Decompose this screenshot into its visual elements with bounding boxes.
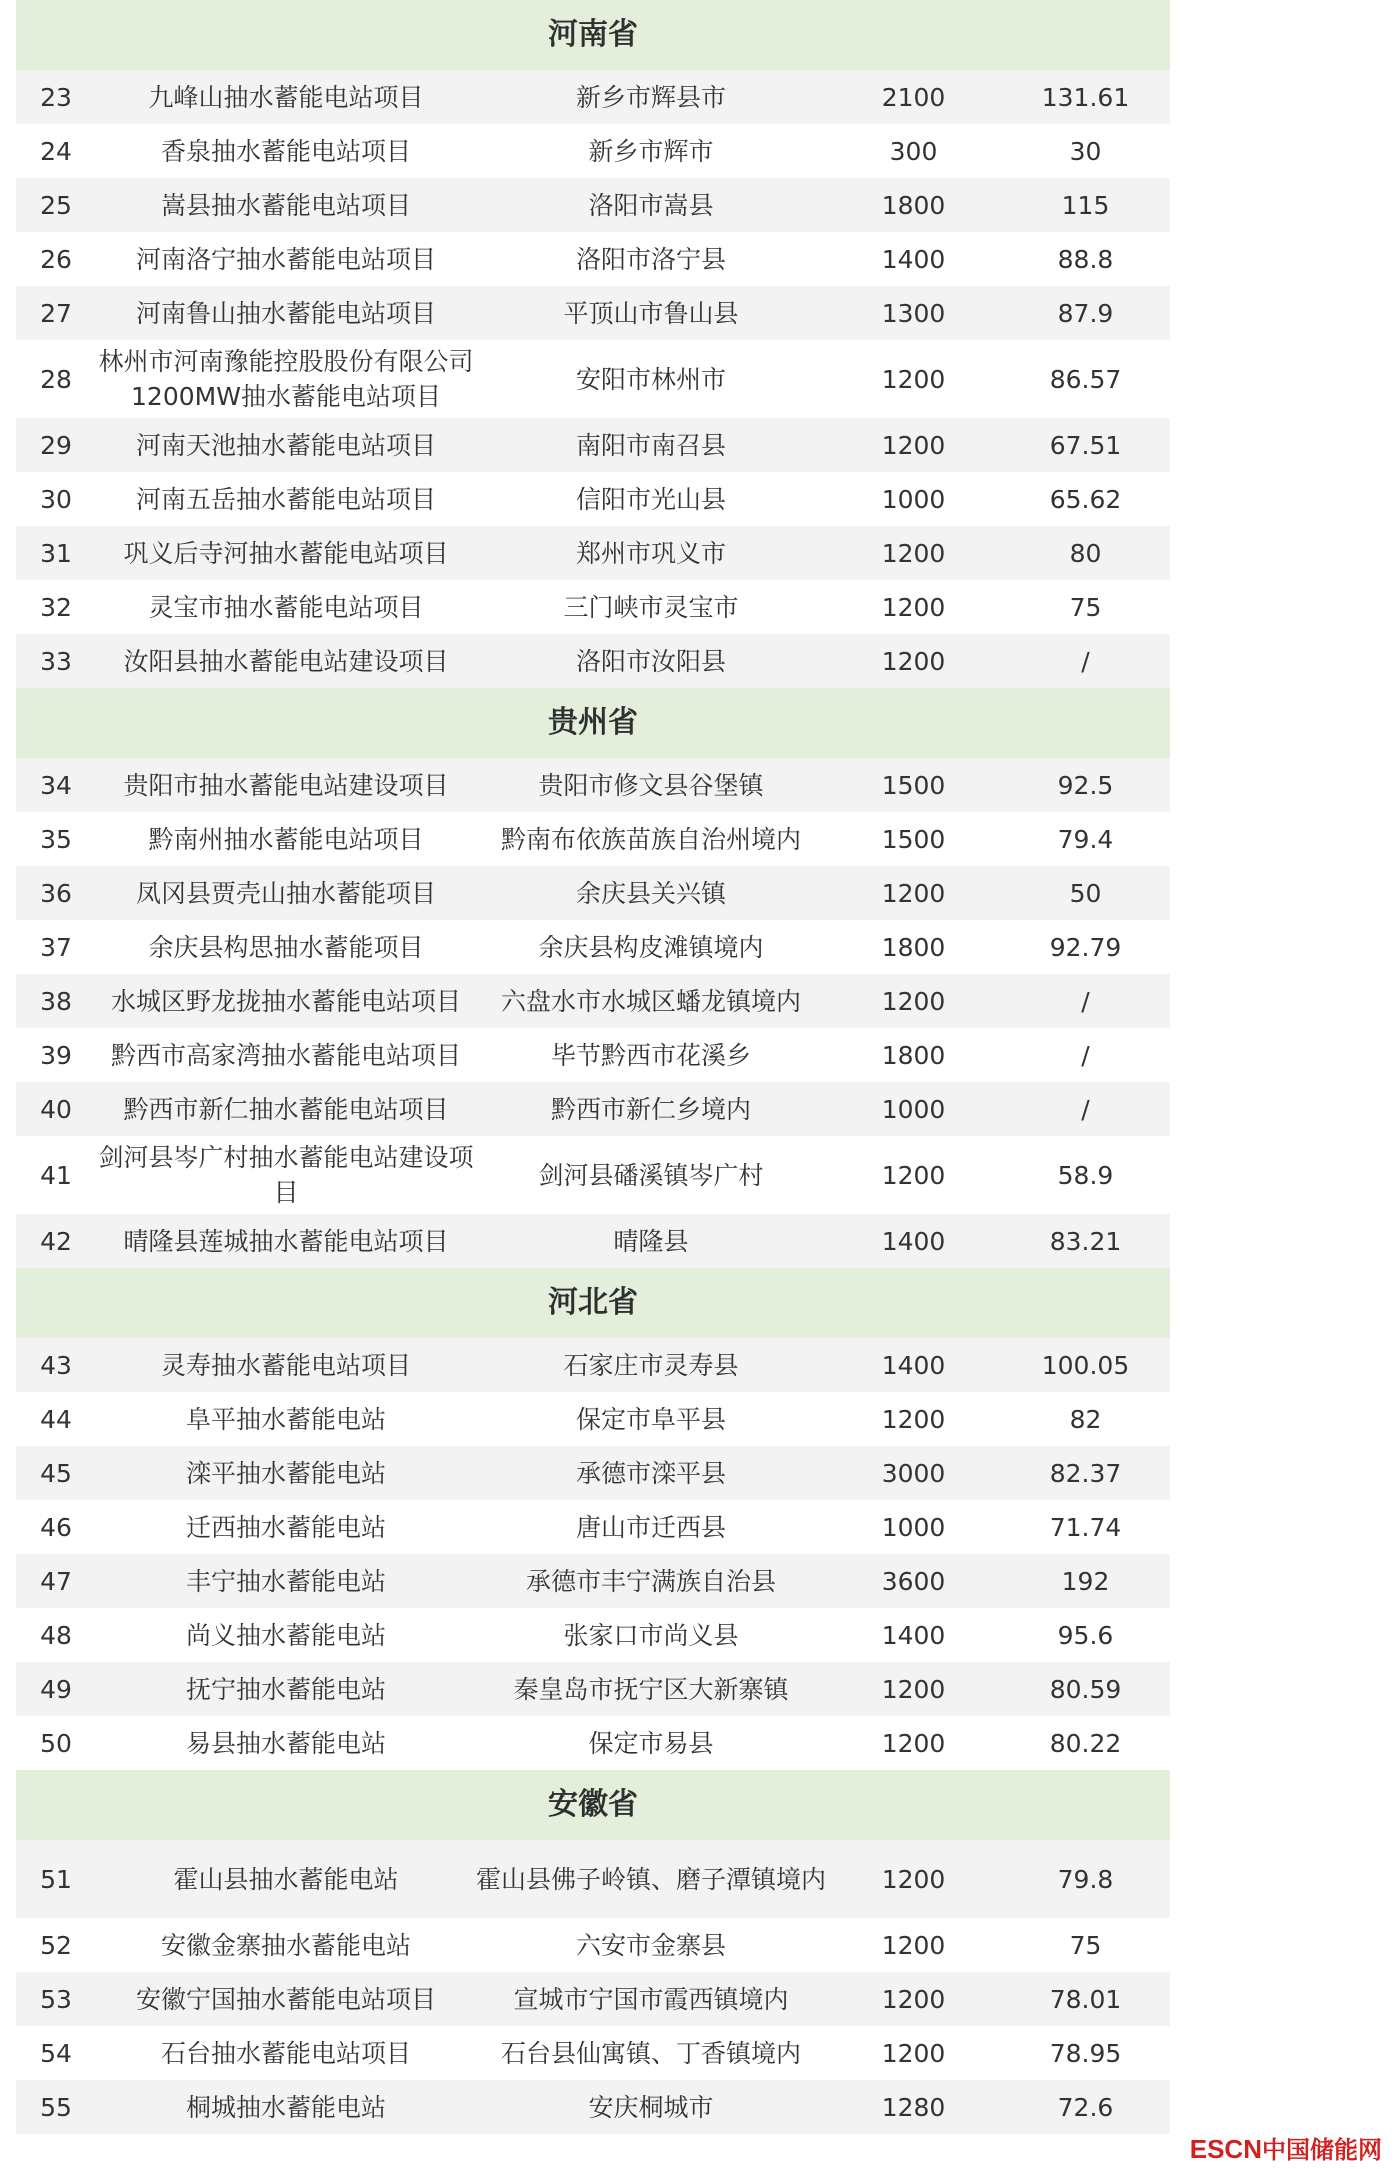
investment-value: 87.9: [1057, 298, 1114, 328]
capacity-value: 1200: [881, 1728, 946, 1758]
table-row: [16, 1918, 1170, 1972]
row-number: 45: [40, 1458, 72, 1488]
capacity-value: 1400: [881, 244, 946, 274]
row-number: 24: [40, 136, 72, 166]
project-location: 六安市金寨县: [575, 1930, 726, 1960]
investment-value: 82.37: [1049, 1458, 1122, 1488]
project-location: 贵阳市修文县谷堡镇: [538, 770, 764, 800]
row-number: 38: [40, 986, 72, 1016]
table-row: [16, 812, 1170, 866]
investment-value: 115: [1061, 190, 1110, 220]
table-row: [16, 1082, 1170, 1136]
table-row: [16, 472, 1170, 526]
project-location: 张家口市尚义县: [563, 1620, 739, 1650]
project-name: 霍山县抽水蓄能电站: [173, 1864, 399, 1894]
row-number: 52: [40, 1930, 72, 1960]
project-name: 河南天池抽水蓄能电站项目: [135, 430, 436, 460]
capacity-value: 1200: [881, 1930, 946, 1960]
table-row: [16, 1554, 1170, 1608]
table-row: [16, 634, 1170, 688]
table-row: [16, 974, 1170, 1028]
project-location: 洛阳市嵩县: [588, 190, 714, 220]
project-location: 剑河县磻溪镇岑广村: [538, 1160, 764, 1190]
investment-value: 80.59: [1049, 1674, 1122, 1704]
capacity-value: 1000: [881, 1094, 946, 1124]
capacity-value: 1000: [881, 1512, 946, 1542]
project-name: 黔南州抽水蓄能电站项目: [148, 824, 424, 854]
row-number: 40: [40, 1094, 72, 1124]
row-number: 32: [40, 592, 72, 622]
project-name: 滦平抽水蓄能电站: [185, 1458, 386, 1488]
row-number: 34: [40, 770, 72, 800]
capacity-value: 1800: [881, 1040, 946, 1070]
project-location: 新乡市辉县市: [575, 82, 726, 112]
row-number: 23: [40, 82, 72, 112]
investment-value: 65.62: [1049, 484, 1122, 514]
table-row: [16, 758, 1170, 812]
table-row: [16, 70, 1170, 124]
table-row: [16, 1028, 1170, 1082]
investment-value: 71.74: [1049, 1512, 1122, 1542]
project-location: 石台县仙寓镇、丁香镇境内: [500, 2038, 801, 2068]
project-name: 灵宝市抽水蓄能电站项目: [148, 592, 424, 622]
project-name: 尚义抽水蓄能电站: [185, 1620, 386, 1650]
capacity-value: 1500: [881, 824, 946, 854]
table-row: [16, 1608, 1170, 1662]
investment-value: 82: [1069, 1404, 1102, 1434]
project-location: 唐山市迁西县: [575, 1512, 726, 1542]
capacity-value: 1800: [881, 932, 946, 962]
capacity-value: 1500: [881, 770, 946, 800]
project-name: 灵寿抽水蓄能电站项目: [160, 1350, 411, 1380]
investment-value: 72.6: [1057, 2092, 1114, 2122]
capacity-value: 1200: [881, 364, 946, 394]
project-name: 安徽宁国抽水蓄能电站项目: [135, 1984, 436, 2014]
investment-value: 67.51: [1049, 430, 1122, 460]
capacity-value: 1200: [881, 1984, 946, 2014]
investment-value: 192: [1061, 1566, 1110, 1596]
project-location: 六盘水市水城区蟠龙镇境内: [500, 986, 801, 1016]
capacity-value: 1800: [881, 190, 946, 220]
table-row: [16, 1392, 1170, 1446]
project-location: 承德市滦平县: [575, 1458, 726, 1488]
project-location: 平顶山市鲁山县: [563, 298, 739, 328]
capacity-value: 1200: [881, 1160, 946, 1190]
table-row: [16, 232, 1170, 286]
project-name: 河南洛宁抽水蓄能电站项目: [135, 244, 436, 274]
table-row: [16, 2080, 1170, 2134]
table-row: [16, 1214, 1170, 1268]
row-number: 53: [40, 1984, 72, 2014]
project-name: 汝阳县抽水蓄能电站建设项目: [123, 646, 449, 676]
escn-watermark-logo: [1190, 2130, 1382, 2165]
row-number: 26: [40, 244, 72, 274]
capacity-value: 1200: [881, 986, 946, 1016]
row-number: 44: [40, 1404, 72, 1434]
project-location: 黔西市新仁乡境内: [550, 1094, 751, 1124]
investment-value: 75: [1069, 1930, 1102, 1960]
capacity-value: 1200: [881, 878, 946, 908]
row-number: 27: [40, 298, 72, 328]
capacity-value: 1200: [881, 430, 946, 460]
capacity-value: 300: [889, 136, 938, 166]
row-number: 35: [40, 824, 72, 854]
row-number: 29: [40, 430, 72, 460]
watermark-chinese: 中国储能网: [1262, 2136, 1382, 2164]
table-row: [16, 178, 1170, 232]
investment-value: 79.4: [1057, 824, 1114, 854]
table-row: [16, 1716, 1170, 1770]
row-number: 50: [40, 1728, 72, 1758]
table-row: [16, 418, 1170, 472]
project-name: 黔西市新仁抽水蓄能电站项目: [123, 1094, 449, 1124]
row-number: 51: [40, 1864, 72, 1894]
capacity-value: 1200: [881, 1404, 946, 1434]
capacity-value: 1000: [881, 484, 946, 514]
table-row: [16, 2026, 1170, 2080]
investment-value: 78.01: [1049, 1984, 1122, 2014]
project-location: 秦皇岛市抚宁区大新寨镇: [513, 1674, 789, 1704]
investment-value: 79.8: [1057, 1864, 1114, 1894]
province-header: 河南省: [16, 0, 1170, 70]
row-number: 42: [40, 1226, 72, 1256]
investment-value: 86.57: [1049, 364, 1122, 394]
investment-value: 78.95: [1049, 2038, 1122, 2068]
project-name: 丰宁抽水蓄能电站: [185, 1566, 386, 1596]
table-row: [16, 1136, 1170, 1214]
project-location: 承德市丰宁满族自治县: [525, 1566, 776, 1596]
projects-table: [16, 0, 1170, 2134]
row-number: 36: [40, 878, 72, 908]
project-name: 香泉抽水蓄能电站项目: [160, 136, 411, 166]
capacity-value: 1200: [881, 1864, 946, 1894]
province-header: 河北省: [16, 1268, 1170, 1338]
investment-value: 80: [1069, 538, 1102, 568]
project-name: 桐城抽水蓄能电站: [185, 2092, 386, 2122]
capacity-value: 3000: [881, 1458, 946, 1488]
investment-value: 95.6: [1057, 1620, 1114, 1650]
investment-value: /: [1081, 986, 1090, 1016]
table-row: [16, 1338, 1170, 1392]
project-location: 石家庄市灵寿县: [563, 1350, 739, 1380]
project-name: 水城区野龙拢抽水蓄能电站项目: [110, 986, 461, 1016]
investment-value: 30: [1069, 136, 1102, 166]
project-name: 抚宁抽水蓄能电站: [185, 1674, 386, 1704]
row-number: 30: [40, 484, 72, 514]
investment-value: /: [1081, 1040, 1090, 1070]
row-number: 43: [40, 1350, 72, 1380]
project-location: 保定市易县: [588, 1728, 714, 1758]
project-name: 迁西抽水蓄能电站: [185, 1512, 386, 1542]
project-location: 安庆桐城市: [588, 2092, 714, 2122]
table-row: [16, 1446, 1170, 1500]
project-name: 九峰山抽水蓄能电站项目: [148, 82, 424, 112]
project-location: 霍山县佛子岭镇、磨子潭镇境内: [476, 1864, 827, 1894]
investment-value: 100.05: [1041, 1350, 1130, 1380]
project-name: 余庆县构思抽水蓄能项目: [148, 932, 424, 962]
row-number: 37: [40, 932, 72, 962]
row-number: 48: [40, 1620, 72, 1650]
investment-value: 50: [1069, 878, 1102, 908]
row-number: 49: [40, 1674, 72, 1704]
project-name: 阜平抽水蓄能电站: [185, 1404, 386, 1434]
project-name: 嵩县抽水蓄能电站项目: [160, 190, 411, 220]
project-location: 洛阳市洛宁县: [575, 244, 726, 274]
project-location: 黔南布依族苗族自治州境内: [500, 824, 801, 854]
project-location: 晴隆县: [613, 1226, 689, 1256]
project-location: 宣城市宁国市霞西镇境内: [513, 1984, 789, 2014]
row-number: 39: [40, 1040, 72, 1070]
row-number: 41: [40, 1160, 72, 1190]
table-row: [16, 1662, 1170, 1716]
project-name: 河南鲁山抽水蓄能电站项目: [135, 298, 436, 328]
table-row: [16, 1972, 1170, 2026]
project-location: 信阳市光山县: [575, 484, 726, 514]
project-name: 黔西市高家湾抽水蓄能电站项目: [110, 1040, 461, 1070]
row-number: 46: [40, 1512, 72, 1542]
project-location: 郑州市巩义市: [575, 538, 726, 568]
investment-value: 92.79: [1049, 932, 1122, 962]
capacity-value: 1200: [881, 538, 946, 568]
capacity-value: 1400: [881, 1226, 946, 1256]
project-location: 毕节黔西市花溪乡: [550, 1040, 751, 1070]
project-location: 安阳市林州市: [575, 364, 726, 394]
capacity-value: 3600: [881, 1566, 946, 1596]
table-row: [16, 286, 1170, 340]
investment-value: 131.61: [1041, 82, 1130, 112]
table-row: [16, 340, 1170, 418]
capacity-value: 1200: [881, 1674, 946, 1704]
row-number: 55: [40, 2092, 72, 2122]
project-name: 凤冈县贾壳山抽水蓄能项目: [135, 878, 436, 908]
project-name: 易县抽水蓄能电站: [185, 1728, 386, 1758]
investment-value: 88.8: [1057, 244, 1114, 274]
investment-value: 75: [1069, 592, 1102, 622]
project-location: 保定市阜平县: [575, 1404, 726, 1434]
row-number: 28: [40, 364, 72, 394]
project-location: 南阳市南召县: [575, 430, 726, 460]
table-row: [16, 1500, 1170, 1554]
table-row: [16, 920, 1170, 974]
table-row: [16, 124, 1170, 178]
watermark-latin: ESCN: [1189, 2134, 1262, 2164]
province-header: 安徽省: [16, 1770, 1170, 1840]
investment-value: 83.21: [1049, 1226, 1122, 1256]
table-row: [16, 866, 1170, 920]
investment-value: /: [1081, 1094, 1090, 1124]
capacity-value: 1280: [881, 2092, 946, 2122]
capacity-value: 1400: [881, 1620, 946, 1650]
project-location: 新乡市辉市: [588, 136, 714, 166]
province-header: 贵州省: [16, 688, 1170, 758]
table-row: [16, 526, 1170, 580]
capacity-value: 1200: [881, 592, 946, 622]
row-number: 33: [40, 646, 72, 676]
project-location: 洛阳市汝阳县: [575, 646, 726, 676]
investment-value: 58.9: [1057, 1160, 1114, 1190]
row-number: 54: [40, 2038, 72, 2068]
row-number: 47: [40, 1566, 72, 1596]
project-name: 石台抽水蓄能电站项目: [160, 2038, 411, 2068]
project-location: 余庆县构皮滩镇境内: [538, 932, 764, 962]
capacity-value: 2100: [881, 82, 946, 112]
project-name: 贵阳市抽水蓄能电站建设项目: [123, 770, 449, 800]
row-number: 25: [40, 190, 72, 220]
table-row: [16, 580, 1170, 634]
project-location: 余庆县关兴镇: [575, 878, 726, 908]
project-name: 河南五岳抽水蓄能电站项目: [135, 484, 436, 514]
row-number: 31: [40, 538, 72, 568]
investment-value: 80.22: [1049, 1728, 1122, 1758]
capacity-value: 1200: [881, 646, 946, 676]
project-name: 剑河县岑广村抽水蓄能电站建设项目: [98, 1143, 474, 1207]
table-row: [16, 1840, 1170, 1918]
capacity-value: 1300: [881, 298, 946, 328]
project-name: 林州市河南豫能控股股份有限公司1200MW抽水蓄能电站项目: [98, 347, 474, 411]
capacity-value: 1200: [881, 2038, 946, 2068]
project-name: 晴隆县莲城抽水蓄能电站项目: [123, 1226, 449, 1256]
investment-value: 92.5: [1057, 770, 1114, 800]
capacity-value: 1400: [881, 1350, 946, 1380]
project-name: 巩义后寺河抽水蓄能电站项目: [123, 538, 449, 568]
investment-value: /: [1081, 646, 1090, 676]
project-location: 三门峡市灵宝市: [563, 592, 739, 622]
project-name: 安徽金寨抽水蓄能电站: [160, 1930, 411, 1960]
